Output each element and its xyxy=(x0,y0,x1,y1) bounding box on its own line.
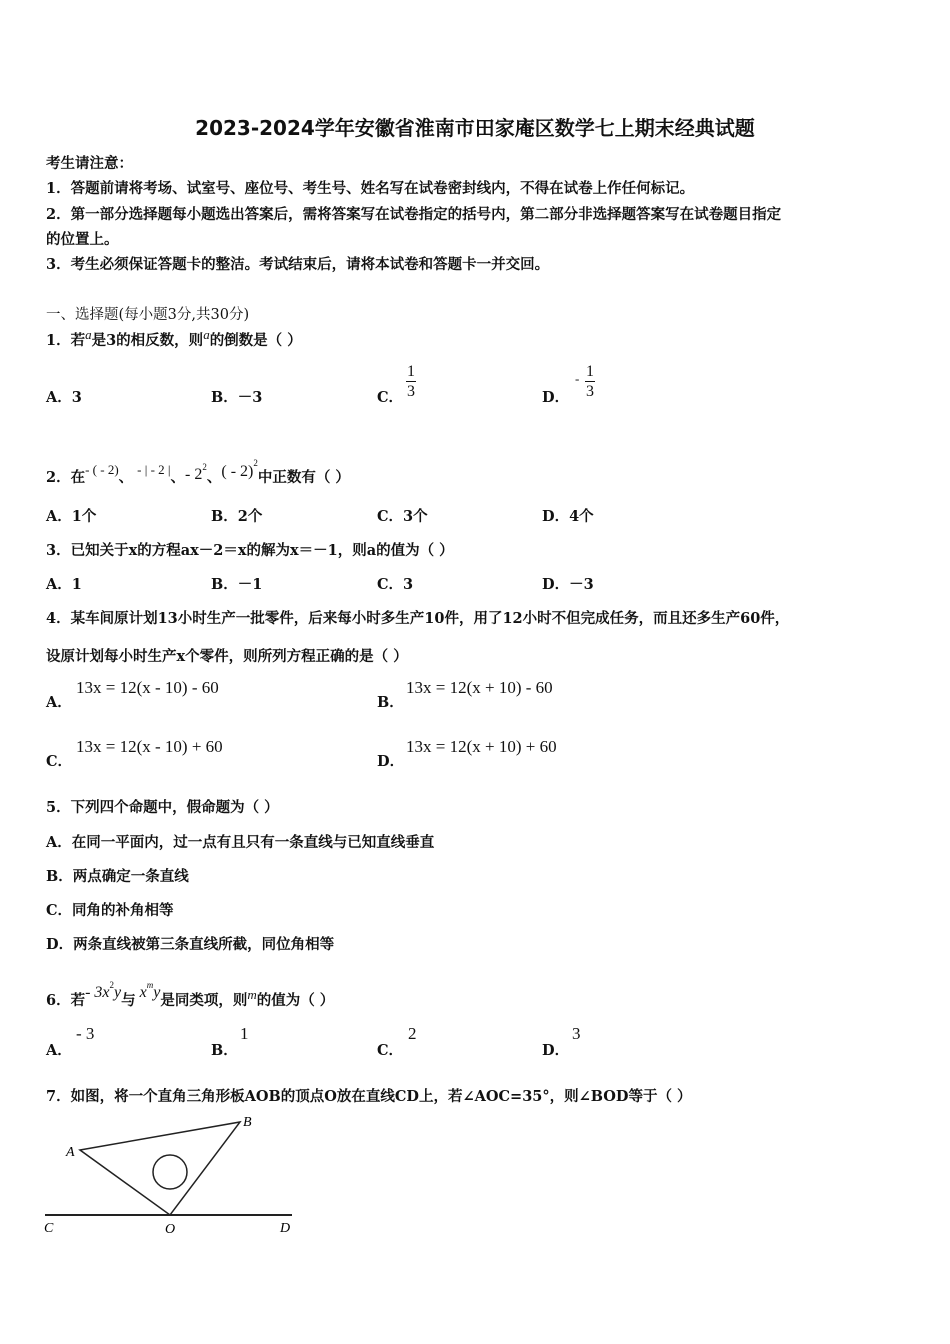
question-2: 2．在- ( - 2)、 - | - 2 |、- $2^2$、( - 2)$^2$中正数有（ ） xyxy=(46,458,350,486)
question-4-line-2: 设原计划每小时生产x个零件，则所列方程正确的是（ ） xyxy=(46,648,408,665)
q4-d-equation: 13x = 12(x + 10) + 60 xyxy=(406,737,557,756)
q5-option-d: D．两条直线被第三条直线所截，同位角相等 xyxy=(46,936,335,953)
q4-option-b: B． xyxy=(377,694,404,711)
q6-b-value: 1 xyxy=(240,1024,249,1043)
notice-item-2-cont: 的位置上。 xyxy=(46,231,119,248)
label-b: B xyxy=(243,1115,252,1130)
q3-option-b: B．－1 xyxy=(211,576,263,593)
q4-a-equation: 13x = 12(x - 10) - 60 xyxy=(76,678,219,697)
page-title: 2023-2024学年安徽省淮南市田家庵区数学七上期末经典试题 xyxy=(195,116,755,140)
section-heading: 一、选择题(每小题3分,共30分) xyxy=(46,307,250,323)
q5-option-a: A．在同一平面内，过一点有且只有一条直线与已知直线垂直 xyxy=(46,834,435,851)
q2-option-d: D．4个 xyxy=(542,508,594,525)
q1-option-c: C． xyxy=(377,389,404,406)
question-3: 3．已知关于x的方程ax－2＝x的解为x＝－1，则a的值为（ ） xyxy=(46,542,454,559)
q4-c-equation: 13x = 12(x - 10) + 60 xyxy=(76,737,223,756)
q4-option-c: C． xyxy=(46,753,73,770)
q2-option-b: B．2个 xyxy=(211,508,263,525)
q4-option-a: A． xyxy=(46,694,72,711)
q6-option-a: A． xyxy=(46,1042,72,1059)
q1-option-a: A．3 xyxy=(46,389,82,406)
q1-option-d: D． xyxy=(542,389,570,406)
notice-item-2: 2．第一部分选择题每小题选出答案后，需将答案写在试卷指定的括号内，第二部分非选择题答案写在试卷题目指定 xyxy=(46,206,782,223)
q1-d-fraction: $\frac{1}{3}$ xyxy=(586,363,594,400)
notice-heading: 考生请注意： xyxy=(46,155,133,172)
q5-option-c: C．同角的补角相等 xyxy=(46,902,174,919)
triangle-hole xyxy=(153,1155,187,1189)
q7-figure xyxy=(40,1110,300,1240)
q3-option-d: D．－3 xyxy=(542,576,594,593)
label-c: C xyxy=(44,1221,54,1236)
label-o: O xyxy=(165,1222,176,1237)
label-a: A xyxy=(66,1145,75,1160)
question-6: 6．若- $3x^2y$与 $x^my$是同类项，则m的值为（ ） xyxy=(46,980,335,1009)
q6-option-c: C． xyxy=(377,1042,404,1059)
q3-option-c: C．3 xyxy=(377,576,414,593)
q5-option-b: B．两点确定一条直线 xyxy=(46,868,189,885)
q3-option-a: A．1 xyxy=(46,576,82,593)
q6-d-value: 3 xyxy=(572,1024,581,1043)
triangle-aob xyxy=(80,1122,240,1215)
q6-a-value: - 3 xyxy=(76,1024,95,1043)
q2-option-a: A．1个 xyxy=(46,508,97,525)
q6-c-value: 2 xyxy=(408,1024,417,1043)
q6-option-b: B． xyxy=(211,1042,238,1059)
q1-d-sign: - xyxy=(575,371,580,386)
question-1: 1．若a是3的相反数，则a的倒数是（ ） xyxy=(46,327,302,349)
question-4-line-1: 4．某车间原计划13小时生产一批零件，后来每小时多生产10件，用了12小时不但完成任务，而且还多生产60件， xyxy=(46,610,790,627)
notice-item-3: 3．考生必须保证答题卡的整洁。考试结束后，请将本试卷和答题卡一并交回。 xyxy=(46,256,550,273)
q1-option-b: B．－3 xyxy=(211,389,263,406)
q6-option-d: D． xyxy=(542,1042,570,1059)
q1-c-fraction: $\frac{1}{3}$ xyxy=(407,363,415,400)
q2-option-c: C．3个 xyxy=(377,508,428,525)
q4-option-d: D． xyxy=(377,753,405,770)
q4-b-equation: 13x = 12(x + 10) - 60 xyxy=(406,678,553,697)
notice-item-1: 1．答题前请将考场、试室号、座位号、考生号、姓名写在试卷密封线内，不得在试卷上作任何标记。 xyxy=(46,180,695,197)
label-d: D xyxy=(280,1221,291,1236)
question-7: 7．如图，将一个直角三角形板AOB的顶点O放在直线CD上，若∠AOC=35°，则∠BOD等于（ ） xyxy=(46,1088,692,1105)
question-5: 5．下列四个命题中，假命题为（ ） xyxy=(46,799,279,816)
